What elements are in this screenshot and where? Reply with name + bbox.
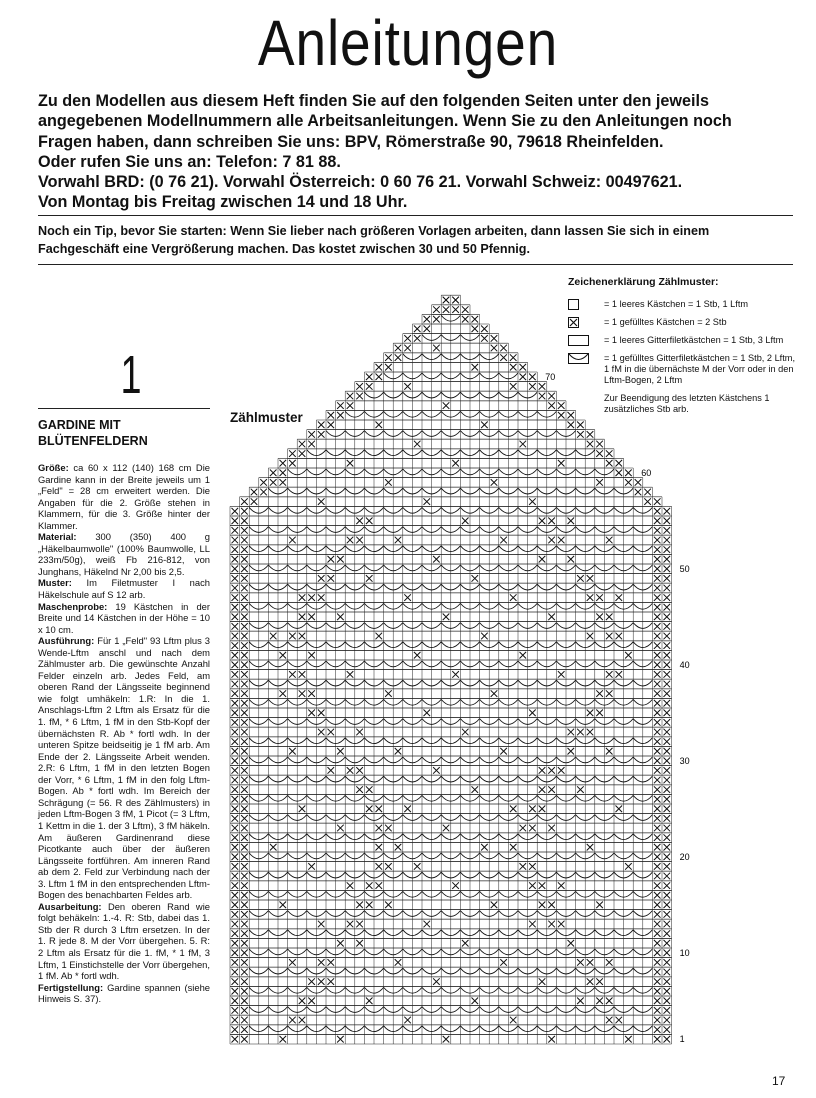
intro-line: angegebenen Modellnummern alle Arbeitsanleitungen. Wenn Sie zu den Anleitungen noch [38,112,732,131]
section-text: Für 1 „Feld" 93 Lftm plus 3 Wende-Lftm anschl und nach dem Zählmuster arb. Die gewünschte Anzahl Felder einzeln arb. Jedes Feld, am oberen Rand der Längsseite beginnend wie folgt umhäkeln: 1.R: In die 1. Anschlags-Lftm 2 Lftm als Ersatz für die 1. fM, * 6 Lftm, 1 fM in den Stb-Kopf der übernächsten R. Ab * fortl wdh. In der unteren Spitze beidseitig je 1 fM arb. Am Ende der 2. Längsseite Arbeit wenden. 2.R: 6 Lftm, 1 fM in den letzten Bogen der Vorr, * 6 Lftm, 1 fM in den folg Lftm-Bogen. Ab * fortl wdh. Im Bereich der Schrägung (= 56. R des Zählmusters) in jeden Lftm-Bogen 3 fM, 1 Picot (= 3 Lftm, 1 Kettm in die 1. der 3 Lftm), 3 fM häkeln. Am äußeren Gardinenrand diese Picotkante auch über der äußeren Längsseite fortführen. Am inneren Rand ab dem 2. Feld zur Verbindung nach der 3. Lftm 1 fM in den entsprechenden Lftm-Bogen des benachbarten Feldes arb. [38,635,210,901]
model-heading-line: BLÜTENFELDERN [38,434,148,448]
section-label: Fertigstellung: [38,981,104,993]
legend-item-text: Zur Beendigung des letzten Kästchens 1 zusätzliches Stb arb. [604,393,770,414]
intro-text [38,91,778,213]
row-label: 1 [679,1034,685,1045]
legend-item-text: = 1 leeres Kästchen = 1 Stb, 1 Lftm [604,299,749,309]
section-text: Gardine spannen (siehe Hinweis S. 37). [38,981,210,1005]
row-label: 50 [679,563,690,574]
section-label: Größe: [38,462,69,473]
chart-grid [230,295,672,1044]
intro-line: Zu den Modellen aus diesem Heft finden Sie auf den folgenden Seiten unter den jeweils [38,92,709,110]
section-text: ca 60 x 112 (140) 168 cm Die Gardine kann in der Breite jeweils um 1 „Feld" = 28 cm erweitert werden. Die Angaben für die 2. Größe stehen in Klammern, für die 3. Größe hinter der Klammer. [38,462,210,531]
section-label: Ausführung: [38,635,95,647]
row-label: 10 [679,947,690,958]
page-title: Anleitungen [257,7,559,79]
tip-line: Fachgeschäft eine Vergrößerung machen. Das kostet zwischen 30 und 50 Pfennig. [38,242,530,256]
model-heading [38,417,148,449]
divider [38,408,210,409]
chart-label: Zählmuster [230,410,303,425]
section-text: Den oberen Rand wie folgt behäkeln: 1.-4. R: Stb, dabei das 1. Stb der R durch 3 Lftm ersetzen. In der 1. R jede 8. M der Vorr übergehen. 5. R: 2 Lftm als Ersatz für die 1. fM, * 1 fM, 3 Lftm, 1 Einstichstelle der Vorr übergehen, 1 fM. Ab * fortl wdh. [38,900,211,982]
section-text: Im Filetmuster I nach Häkelschule auf S 12 arb. [38,577,210,601]
intro-line: Oder rufen Sie uns an: Telefon: 7 81 88. [38,152,341,171]
instruction-paragraph [38,531,210,577]
intro-line: Fragen haben, dann schreiben Sie uns: BPV, Römerstraße 90, 79618 Rheinfelden. [38,132,664,151]
intro-line: Von Montag bis Freitag zwischen 14 und 18 Uhr. [38,193,408,212]
instruction-paragraph [38,982,210,1005]
section-label: Ausarbeitung: [38,900,102,912]
instruction-paragraph [38,462,210,531]
instruction-paragraph [38,577,210,600]
section-text: 300 (350) 400 g „Häkelbaumwolle" (100% Baumwolle, LL 233m/50g), weiß Fb 216-812, von Junghans, Häkelnd Nr 2,00 bis 2,5. [38,531,210,577]
row-label: 40 [679,659,690,670]
tip-line: Noch ein Tip, bevor Sie starten: Wenn Sie lieber nach größeren Vorlagen arbeiten, dann lassen Sie sich in einem [38,224,710,238]
row-label: 20 [679,851,690,862]
tip-text [38,222,793,258]
instruction-paragraph [38,901,210,982]
instructions-text [38,462,210,1005]
crochet-chart [226,292,706,1052]
divider [38,215,793,216]
instruction-paragraph [38,635,210,901]
divider [38,264,793,265]
section-text: 19 Kästchen in der Breite und 14 Kästchen in der Höhe = 10 x 10 cm. [38,600,210,635]
intro-line: Vorwahl BRD: (0 76 21). Vorwahl Österreich: 0 60 76 21. Vorwahl Schweiz: 00497621. [38,173,683,192]
legend-item-text: = 1 gefülltes Kästchen = 2 Stb [604,317,727,327]
section-label: Maschenprobe: [38,600,108,612]
row-label: 60 [641,467,652,478]
section-label: Muster: [38,577,72,589]
model-heading-line: GARDINE MIT [38,418,121,432]
row-label: 70 [545,371,556,382]
model-number: 1 [120,345,142,405]
instruction-paragraph [38,601,210,636]
page-number: 17 [772,1074,786,1088]
legend-item-text: = 1 leeres Gitterfiletkästchen = 1 Stb, 3 Lftm [604,335,784,345]
legend-item-text: = 1 gefülltes Gitterfiletkästchen = 1 Stb, 2 Lftm, 1 fM in die übernächste M der Vorr oder in den Lftm-Bogen, 2 Lftm [604,353,795,385]
row-label: 30 [679,755,690,766]
legend-title: Zeichenerklärung Zählmuster: [568,276,719,288]
section-label: Material: [38,531,77,543]
